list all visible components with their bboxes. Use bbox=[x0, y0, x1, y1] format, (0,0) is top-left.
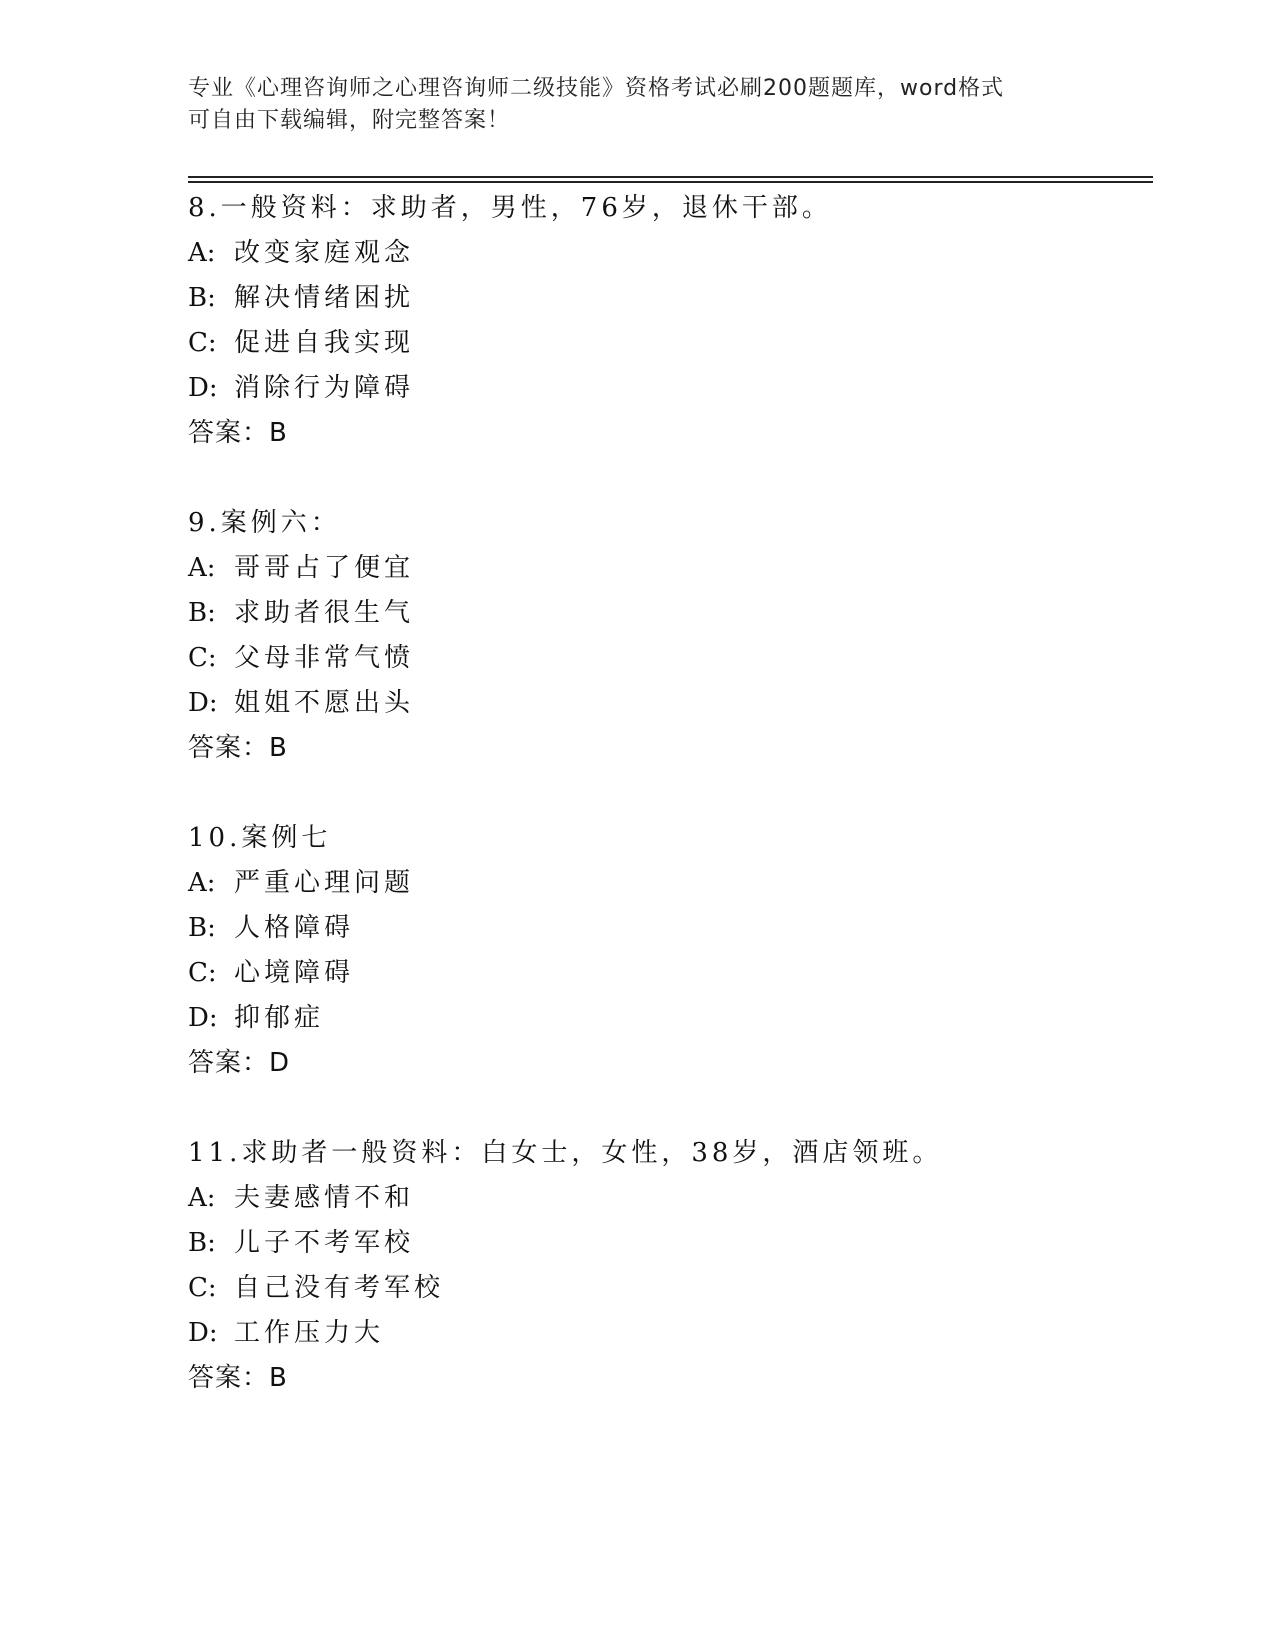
option-d bbox=[188, 1311, 1148, 1356]
answer-line: 答案：B bbox=[188, 418, 288, 448]
answer-line: 答案：B bbox=[188, 1363, 288, 1393]
option-text: 工作压力大 bbox=[234, 1318, 385, 1348]
page-header bbox=[188, 73, 1088, 137]
question-9 bbox=[188, 501, 1148, 771]
option-text: 父母非常气愤 bbox=[234, 643, 415, 673]
option-letter: A: bbox=[188, 238, 216, 268]
option-letter: D: bbox=[188, 1003, 218, 1033]
option-letter: C: bbox=[188, 328, 217, 358]
option-c bbox=[188, 636, 1148, 681]
option-text: 促进自我实现 bbox=[234, 328, 415, 358]
header-line-2: 可自由下载编辑，附完整答案！ bbox=[188, 108, 511, 133]
question-8 bbox=[188, 186, 1148, 456]
option-text: 消除行为障碍 bbox=[234, 373, 415, 403]
option-letter: A: bbox=[188, 868, 216, 898]
option-letter: B: bbox=[188, 1228, 216, 1258]
option-text: 儿子不考军校 bbox=[234, 1228, 415, 1258]
answer-line: 答案：D bbox=[188, 1048, 291, 1078]
option-text: 自己没有考军校 bbox=[234, 1273, 445, 1303]
option-d bbox=[188, 681, 1148, 726]
header-divider-bottom bbox=[188, 181, 1153, 183]
question-title: 11.求助者一般资料：白女士，女性，38岁，酒店领班。 bbox=[188, 1138, 943, 1168]
option-text: 解决情绪困扰 bbox=[234, 283, 415, 313]
header-line-1: 专业《心理咨询师之心理咨询师二级技能》资格考试必刷200题题库，word格式 bbox=[188, 76, 1005, 101]
option-b bbox=[188, 591, 1148, 636]
option-letter: B: bbox=[188, 598, 216, 628]
option-text: 改变家庭观念 bbox=[234, 238, 415, 268]
question-title: 9.案例六： bbox=[188, 508, 341, 538]
option-text: 心境障碍 bbox=[234, 958, 355, 988]
option-letter: A: bbox=[188, 1183, 216, 1213]
option-letter: C: bbox=[188, 958, 217, 988]
header-divider-top bbox=[188, 176, 1153, 178]
option-text: 哥哥占了便宜 bbox=[234, 553, 415, 583]
option-d bbox=[188, 996, 1148, 1041]
option-letter: D: bbox=[188, 373, 218, 403]
option-letter: D: bbox=[188, 1318, 218, 1348]
answer-line: 答案：B bbox=[188, 733, 288, 763]
option-letter: C: bbox=[188, 1273, 217, 1303]
option-text: 严重心理问题 bbox=[234, 868, 415, 898]
question-11 bbox=[188, 1131, 1148, 1401]
option-a bbox=[188, 861, 1148, 906]
option-b bbox=[188, 906, 1148, 951]
option-letter: B: bbox=[188, 913, 216, 943]
option-letter: A: bbox=[188, 553, 216, 583]
option-b bbox=[188, 276, 1148, 321]
option-c bbox=[188, 951, 1148, 996]
question-title: 10.案例七 bbox=[188, 823, 332, 853]
question-title: 8.一般资料：求助者，男性，76岁，退休干部。 bbox=[188, 193, 832, 223]
option-letter: C: bbox=[188, 643, 217, 673]
option-text: 姐姐不愿出头 bbox=[234, 688, 415, 718]
option-a bbox=[188, 231, 1148, 276]
option-c bbox=[188, 321, 1148, 366]
option-text: 夫妻感情不和 bbox=[234, 1183, 415, 1213]
option-a bbox=[188, 1176, 1148, 1221]
option-text: 人格障碍 bbox=[234, 913, 355, 943]
question-10 bbox=[188, 816, 1148, 1086]
option-c bbox=[188, 1266, 1148, 1311]
option-letter: D: bbox=[188, 688, 218, 718]
option-text: 求助者很生气 bbox=[234, 598, 415, 628]
option-b bbox=[188, 1221, 1148, 1266]
option-letter: B: bbox=[188, 283, 216, 313]
option-d bbox=[188, 366, 1148, 411]
option-text: 抑郁症 bbox=[234, 1003, 325, 1033]
option-a bbox=[188, 546, 1148, 591]
question-list bbox=[188, 186, 1148, 1446]
